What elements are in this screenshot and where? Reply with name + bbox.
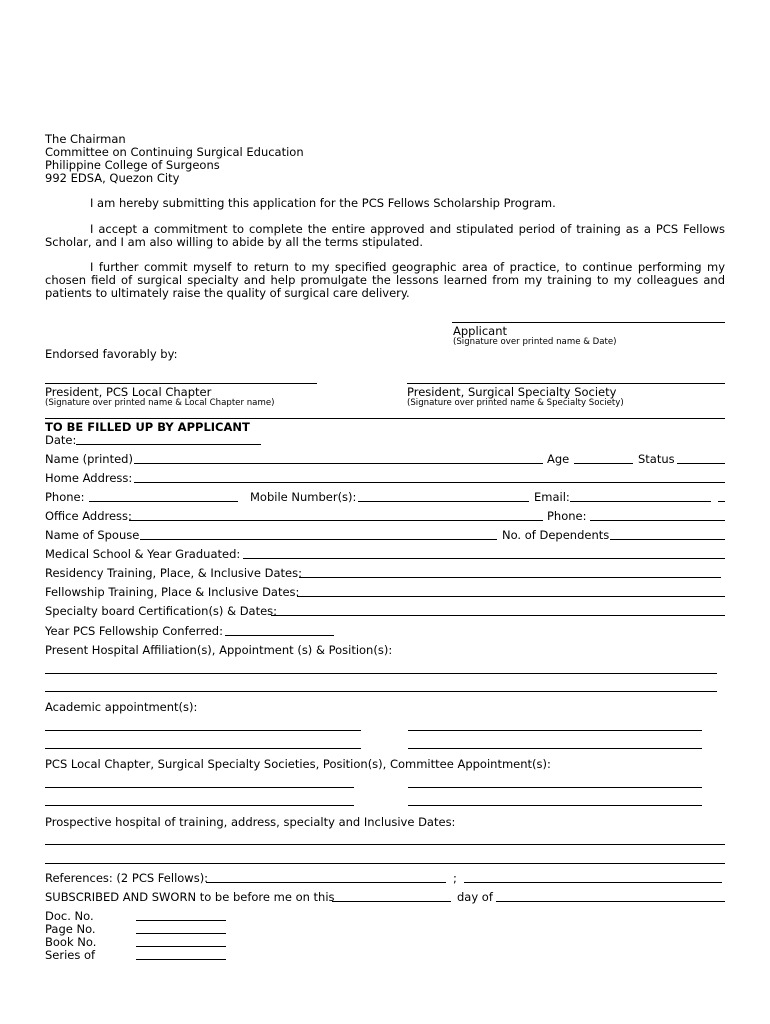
- hospital-affiliation-line-2[interactable]: [45, 691, 717, 692]
- date-label: Date:: [45, 433, 77, 447]
- subscribed-month-field[interactable]: [496, 901, 725, 902]
- email-label: Email:: [534, 490, 570, 504]
- date-field[interactable]: [76, 444, 261, 445]
- addressee-committee: Committee on Continuing Surgical Education: [45, 145, 304, 159]
- fellowship-label: Fellowship Training, Place & Inclusive Dates:: [45, 585, 300, 599]
- reference-1-field[interactable]: [206, 882, 446, 883]
- academic-line-1-right[interactable]: [408, 730, 702, 731]
- letter-paragraph-2-text: I accept a commitment to complete the entire approved and stipulated period of training as a PCS Fellows Scholar, and I am also willing to abide by all the terms stipulated.: [45, 222, 725, 249]
- office-phone-field[interactable]: [590, 520, 725, 521]
- letter-paragraph-2: [45, 223, 725, 249]
- applicant-label: Applicant: [453, 324, 508, 338]
- section-divider: [45, 418, 725, 419]
- academic-line-2-right[interactable]: [408, 748, 702, 749]
- status-field[interactable]: [677, 463, 725, 464]
- mobile-label: Mobile Number(s):: [250, 490, 357, 504]
- hospital-affiliation-line-1[interactable]: [45, 673, 717, 674]
- president-society-signature-line[interactable]: [407, 383, 725, 384]
- president-society-note: (Signature over printed name & Specialty Society): [407, 398, 624, 408]
- age-field[interactable]: [574, 463, 633, 464]
- year-conferred-field[interactable]: [225, 635, 334, 636]
- academic-line-2-left[interactable]: [45, 748, 361, 749]
- pcs-chapter-line-2-left[interactable]: [45, 805, 354, 806]
- spouse-field[interactable]: [140, 539, 497, 540]
- age-label: Age: [547, 452, 570, 466]
- prospective-line-1[interactable]: [45, 844, 725, 845]
- pcs-chapter-line-1-right[interactable]: [408, 787, 702, 788]
- year-conferred-label: Year PCS Fellowship Conferred:: [45, 624, 223, 638]
- phone-label: Phone:: [45, 490, 85, 504]
- reference-2-field[interactable]: [464, 882, 722, 883]
- phone-field[interactable]: [89, 501, 238, 502]
- medical-school-label: Medical School & Year Graduated:: [45, 547, 241, 561]
- office-address-label: Office Address:: [45, 509, 132, 523]
- addressee-address: 992 EDSA, Quezon City: [45, 171, 180, 185]
- president-chapter-label: President, PCS Local Chapter: [45, 385, 212, 399]
- residency-label: Residency Training, Place, & Inclusive Dates:: [45, 566, 302, 580]
- day-of-label: day of: [457, 890, 493, 904]
- fellowship-field[interactable]: [297, 596, 725, 597]
- series-of-label: Series of: [45, 948, 96, 962]
- references-separator: ;: [453, 871, 457, 885]
- office-address-field[interactable]: [129, 520, 543, 521]
- letter-paragraph-3: [45, 261, 725, 300]
- email-field[interactable]: [570, 501, 711, 502]
- subscribed-day-field[interactable]: [332, 901, 451, 902]
- email-field-end: [718, 501, 725, 502]
- letter-paragraph-3-text: I further commit myself to return to my specified geographic area of practice, to continue performing my chosen field of surgical specialty and help promulgate the lessons learned from my training to my colleagues and patients to ultimately raise the quality of surgical care delivery.: [45, 260, 725, 300]
- name-field[interactable]: [134, 463, 543, 464]
- dependents-label: No. of Dependents: [502, 528, 610, 542]
- references-label: References: (2 PCS Fellows):: [45, 871, 209, 885]
- academic-line-1-left[interactable]: [45, 730, 361, 731]
- status-label: Status: [638, 452, 675, 466]
- endorsed-label: Endorsed favorably by:: [45, 347, 178, 361]
- mobile-field[interactable]: [358, 501, 529, 502]
- name-label: Name (printed): [45, 452, 133, 466]
- president-society-label: President, Surgical Specialty Society: [407, 385, 617, 399]
- addressee-college: Philippine College of Surgeons: [45, 158, 220, 172]
- prospective-line-2[interactable]: [45, 863, 725, 864]
- letter-paragraph-1: I am hereby submitting this application for the PCS Fellows Scholarship Program.: [90, 196, 556, 210]
- applicant-signature-line[interactable]: [452, 322, 725, 323]
- pcs-chapter-line-2-right[interactable]: [408, 805, 702, 806]
- addressee-title: The Chairman: [45, 132, 126, 146]
- applicant-note: (Signature over printed name & Date): [453, 337, 617, 347]
- book-no-field[interactable]: [136, 946, 226, 947]
- subscribed-label: SUBSCRIBED AND SWORN to be before me on this: [45, 890, 335, 904]
- page-no-field[interactable]: [136, 933, 226, 934]
- office-phone-label: Phone:: [547, 509, 587, 523]
- spouse-label: Name of Spouse: [45, 528, 140, 542]
- dependents-field[interactable]: [610, 539, 725, 540]
- residency-field[interactable]: [299, 577, 721, 578]
- medical-school-field[interactable]: [243, 558, 725, 559]
- page-no-label: Page No.: [45, 922, 96, 936]
- section-title: TO BE FILLED UP BY APPLICANT: [45, 420, 250, 434]
- specialty-board-field[interactable]: [271, 615, 725, 616]
- academic-label: Academic appointment(s):: [45, 700, 198, 714]
- home-address-label: Home Address:: [45, 471, 133, 485]
- series-of-field[interactable]: [136, 959, 226, 960]
- book-no-label: Book No.: [45, 935, 97, 949]
- doc-no-field[interactable]: [136, 920, 226, 921]
- president-chapter-signature-line[interactable]: [45, 383, 317, 384]
- doc-no-label: Doc. No.: [45, 909, 94, 923]
- pcs-chapter-line-1-left[interactable]: [45, 787, 354, 788]
- prospective-label: Prospective hospital of training, address, specialty and Inclusive Dates:: [45, 815, 456, 829]
- home-address-field[interactable]: [134, 482, 725, 483]
- president-chapter-note: (Signature over printed name & Local Chapter name): [45, 398, 275, 408]
- specialty-board-label: Specialty board Certification(s) & Dates:: [45, 604, 278, 618]
- pcs-chapter-label: PCS Local Chapter, Surgical Specialty Societies, Position(s), Committee Appointment(s):: [45, 757, 551, 771]
- hospital-affiliation-label: Present Hospital Affiliation(s), Appointment (s) & Position(s):: [45, 643, 393, 657]
